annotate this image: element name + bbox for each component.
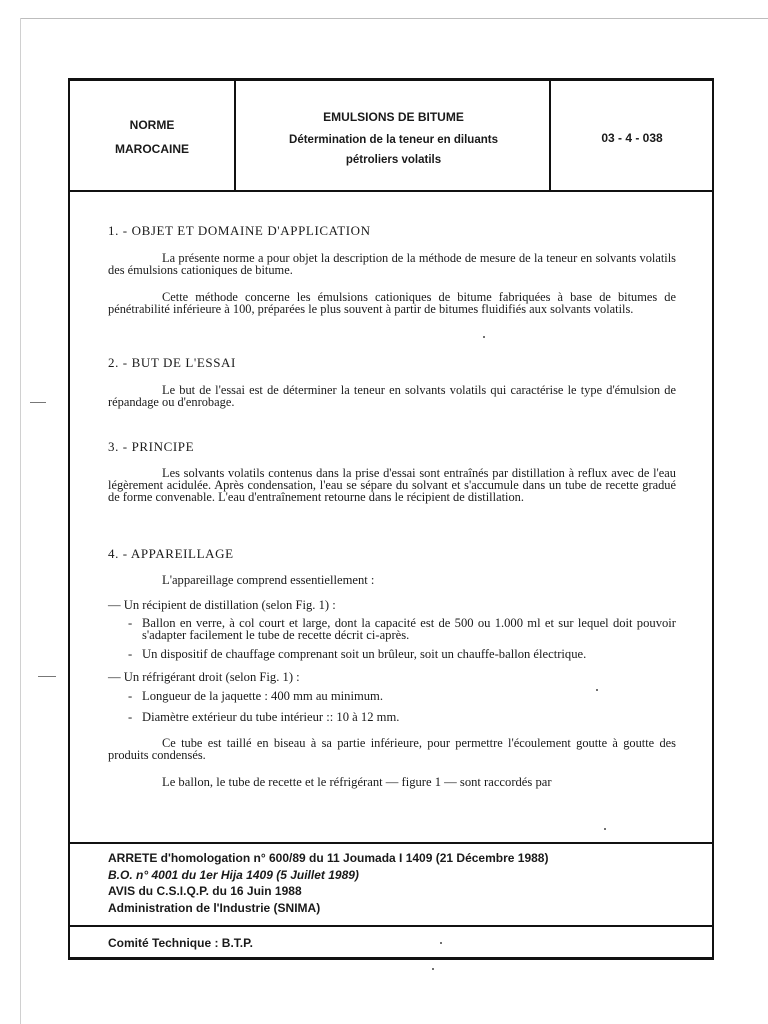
section-1-paragraph-2: Cette méthode concerne les émulsions cationiques de bitume fabriquées à base de bitumes de pénétrabilité inférieure à 100, préparées le plus souvent à partir de bitumes fluidifiés aux solvants volatils. (108, 290, 676, 316)
dash-marker: - (128, 647, 133, 661)
section-2-paragraph-1: Le but de l'essai est de déterminer la teneur en solvants volatils qui caractérise le type d'émulsion de répandage ou d'enrobage. (108, 383, 676, 409)
frame-bottom-border (68, 957, 714, 960)
dash-marker: - (128, 710, 133, 724)
document-subtitle-line1: Détermination de la teneur en diluants (289, 134, 498, 146)
dash-marker: - (128, 616, 133, 630)
sub-item-text: Ballon en verre, à col court et large, dont la capacité est de 500 ou 1.000 ml et sur lequel doit pouvoir s'adapter facilement le tube de recette décrit ci-après. (142, 616, 676, 642)
sub-item-text: Longueur de la jaquette : 400 mm au minimum. (142, 689, 383, 703)
official-bulletin: B.O. n° 4001 du 1er Hija 1409 (5 Juillet 1989) (108, 868, 359, 882)
section-4-item-2-sub-2 (128, 711, 676, 723)
scan-speck (596, 689, 598, 691)
footer-top-border (68, 842, 714, 844)
scan-speck (440, 942, 442, 944)
section-4-intro: L'appareillage comprend essentiellement : (162, 573, 375, 587)
section-4-paragraph-last: Le ballon, le tube de recette et le réfrigérant — figure 1 — sont raccordés par (162, 775, 552, 789)
country-label: MAROCAINE (115, 142, 189, 156)
scan-margin-mark (30, 402, 46, 403)
document-frame (68, 78, 714, 960)
section-4-paragraph-bevel: Ce tube est taillé en biseau à sa partie inférieure, pour permettre l'écoulement goutte à goutte des produits condensés. (108, 736, 676, 762)
scan-speck (604, 828, 606, 830)
header-separator-right (549, 80, 551, 192)
norm-label: NORME (129, 118, 175, 132)
section-1-paragraph-1: La présente norme a pour objet la description de la méthode de mesure de la teneur en solvants volatils des émulsions cationiques de bitume. (108, 251, 676, 277)
scan-margin-mark (38, 676, 56, 677)
section-4-item-1-sub-2 (128, 648, 676, 660)
section-4-item-2-sub-1 (128, 690, 676, 702)
frame-top-border (68, 78, 714, 81)
sub-item-text: Diamètre extérieur du tube intérieur :: 10 à 12 mm. (142, 710, 400, 724)
header-bottom-border (68, 190, 714, 192)
section-3-paragraph-1: Les solvants volatils contenus dans la prise d'essai sont entraînés par distillation à reflux avec de l'eau légèrement acidulée. Après condensation, l'eau se sépare du solvant et s'accumule dans un tube de recette gradué de forme convenable. L'eau d'entraînement retourne dans le récipient de distillation. (108, 466, 676, 504)
csiqp-notice: AVIS du C.S.I.Q.P. du 16 Juin 1988 (108, 884, 302, 898)
scan-speck (432, 968, 434, 970)
document-title: EMULSIONS DE BITUME (323, 110, 464, 124)
section-4-item-1: — Un récipient de distillation (selon Fig. 1) : (108, 598, 336, 612)
section-4-item-1-sub-1 (128, 617, 676, 641)
section-3-heading: 3. - PRINCIPE (108, 439, 195, 454)
section-4-heading: 4. - APPAREILLAGE (108, 546, 234, 561)
scan-speck (483, 336, 485, 338)
dash-marker: - (128, 689, 133, 703)
committee-top-border (68, 925, 714, 927)
technical-committee: Comité Technique : B.T.P. (108, 936, 253, 950)
page-edge-top (20, 18, 768, 19)
section-2-heading: 2. - BUT DE L'ESSAI (108, 355, 236, 370)
section-4-item-2: — Un réfrigérant droit (selon Fig. 1) : (108, 670, 300, 684)
document-subtitle-line2: pétroliers volatils (345, 154, 442, 166)
sub-item-text: Un dispositif de chauffage comprenant soit un brûleur, soit un chauffe-ballon électrique. (142, 647, 587, 661)
administration: Administration de l'Industrie (SNIMA) (108, 901, 321, 915)
section-1-heading: 1. - OBJET ET DOMAINE D'APPLICATION (108, 223, 371, 238)
norm-number: 03 - 4 - 038 (601, 131, 663, 145)
header-separator-left (234, 80, 236, 192)
homologation-decree: ARRETE d'homologation n° 600/89 du 11 Joumada I 1409 (21 Décembre 1988) (108, 851, 549, 865)
page-edge-left (20, 18, 21, 1024)
